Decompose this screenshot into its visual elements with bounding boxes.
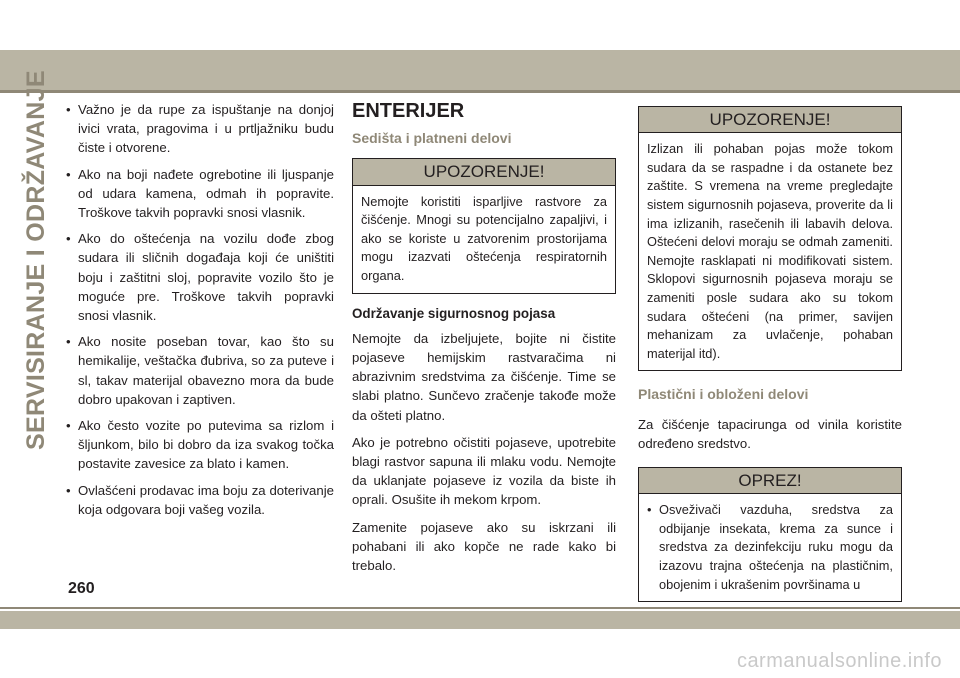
column-right: [638, 100, 902, 612]
header-band: [0, 50, 960, 90]
caution-box: [638, 467, 902, 602]
paragraph: Nemojte da izbeljujete, bojite ni čistite pojaseve hemijskim rastvaračima ni abrazivnim sredstvima za čišćenje. Time se slabi platno. Sunčevo zračenje takođe može da ošteti platno.: [352, 330, 616, 423]
caution-heading: OPREZ!: [639, 468, 901, 494]
page-number: 260: [68, 580, 95, 597]
warning-text: Izlizan ili pohaban pojas može tokom sudara da se raspadne i da ostanete bez zaštite. S vremena na vreme pregledajte sistem sigurnosnih pojaseva, proverite da li ima izlizanih, rasečenih ili labavih delova. Oštećeni delovi moraju se odmah zameniti. Nemojte rasklapati ni modifikovati sistem. Sklopovi sigurnosnih pojaseva moraju se zameniti posle sudara ako su tokom sudara oštećeni (na primer, savijen mehanizam za uvlačenje, pohaban materijal itd).: [647, 141, 893, 361]
subsection-title: Plastični i obloženi delovi: [638, 386, 809, 403]
top-margin: [0, 0, 960, 50]
column-left: [66, 100, 334, 526]
list-item: • Ako do oštećenja na vozilu dođe zbog sudara ili sličnih događaja koji će uništiti boju i zaštitni sloj, popravite vozilo što je moguće pre. Troškove takvih popravki snosi vlasnik.: [66, 229, 334, 325]
paragraph-heading: Održavanje sigurnosnog pojasa: [352, 305, 556, 321]
list-item: • Osveživači vazduha, sredstva za odbijanje insekata, krema za sunce i sredstva za dezinfekciju ruku mogu da izazovu trajna oštećenja na plastičnim, obojenim i ukrašenim površinama u: [647, 501, 893, 594]
footer-rule: [0, 607, 960, 609]
list-item: • Ako nosite poseban tovar, kao što su hemikalije, veštačka đubriva, so za puteve i sl, takav materijal obavezno mora da bude dobro upakovan i zaptiven.: [66, 332, 334, 409]
footer-band: [0, 611, 960, 629]
column-middle: [352, 100, 616, 583]
list-item: • Važno je da rupe za ispuštanje na donjoj ivici vrata, pragovima i u prtljažniku budu čiste i otvorene.: [66, 100, 334, 158]
header-rule: [0, 90, 960, 93]
paragraph: Zamenite pojaseve ako su iskrzani ili pohabani ili ako kopče ne rade kako bi trebalo.: [352, 519, 616, 574]
paragraph: Ako je potrebno očistiti pojaseve, upotrebite blagi rastvor sapuna ili mlaku vodu. Nemojte da uklanjate pojaseve iz vozila da biste ih oprali. Osušite ih mekom krpom.: [352, 434, 616, 508]
warning-heading: UPOZORENJE!: [639, 107, 901, 133]
list-item: • Ovlašćeni prodavac ima boju za doterivanje koja odgovara boji vašeg vozila.: [66, 481, 334, 519]
section-title: ENTERIJER: [352, 100, 465, 122]
side-chapter-title-text: SERVISIRANJE I ODRŽAVANJE: [22, 70, 50, 450]
bullet-list: [66, 100, 334, 519]
paragraph: Za čišćenje tapacirunga od vinila koristite određeno sredstvo.: [638, 416, 902, 451]
subsection-title: Sedišta i platneni delovi: [352, 130, 512, 147]
warning-heading: UPOZORENJE!: [353, 159, 615, 185]
caution-body: [639, 494, 901, 601]
warning-box: [352, 158, 616, 293]
watermark: carmanualsonline.info: [736, 650, 942, 672]
warning-text: Nemojte koristiti isparljive rastvore za čišćenje. Mnogi su potencijalno zapaljivi, i ako se koriste u zatvorenim prostorijama mogu izazvati oštećenja respiratornih organa.: [361, 193, 607, 283]
caution-list: [647, 501, 893, 594]
list-item: • Ako na boji nađete ogrebotine ili ljuspanje od udara kamena, odmah ih popravite. Troškove takvih popravki snosi vlasnik.: [66, 165, 334, 223]
warning-box: [638, 106, 902, 371]
list-item: • Ako često vozite po putevima sa rizlom i šljunkom, bilo bi dobro da iza svakog točka postavite zavesice za blato i kamen.: [66, 416, 334, 474]
side-chapter-title: [18, 70, 50, 450]
